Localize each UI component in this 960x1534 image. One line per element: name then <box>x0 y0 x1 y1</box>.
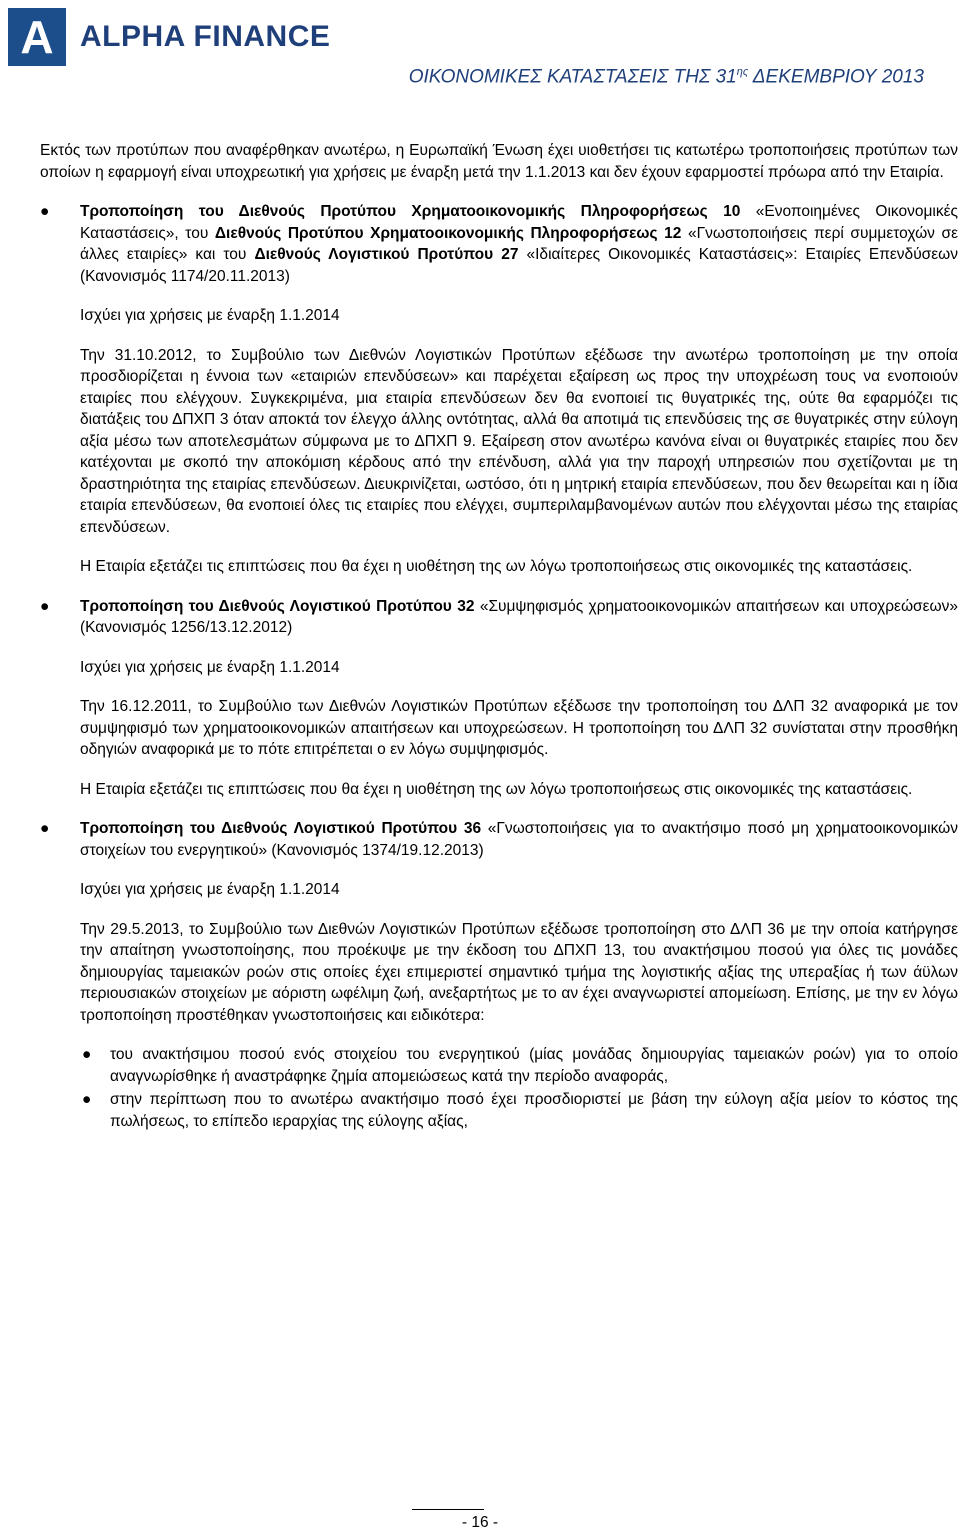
heading-text: «Γνωστοποιήσεις περί συμμετοχών σε άλλες εταιρίες» και του <box>80 224 958 263</box>
company-logo <box>8 8 330 66</box>
header-title-suffix: ΔΕΚΕΜΒΡΙΟΥ 2013 <box>748 66 924 88</box>
heading-text: «Γνωστοποιήσεις για το ανακτήσιμο ποσό μη χρηματοοικονομικών στοιχείων του ενεργητικού» (Κανονισμός 1374/19.12.2013) <box>80 820 958 859</box>
section-impact: Η Εταιρία εξετάζει τις επιπτώσεις που θα έχει η υιοθέτηση της ων λόγω τροποποιήσεως στις οικονομικές της καταστάσεις. <box>80 558 913 575</box>
section-ias32 <box>40 596 958 801</box>
header-title-prefix: ΟΙΚΟΝΟΜΙΚΕΣ ΚΑΤΑΣΤΑΣΕΙΣ ΤΗΣ 31 <box>408 66 737 88</box>
bullet-icon: ● <box>40 597 50 615</box>
section-body: Την 31.10.2012, το Συμβούλιο των Διεθνών Λογιστικών Προτύπων εξέδωσε την ανωτέρω τροποποίηση με την οποία προσδιορίζεται η έννοια των «εταιριών επενδύσεων» και παρέχεται εξαίρεση ως προς την υποχρέωση τους να ενοποιούν εταιρίες που ελέγχουν. Συγκεκριμένα, μια εταιρία επενδύσεων δεν θα ενοποιεί τις θυγατρικές της, ούτε θα εφαρμόζει τις διατάξεις του ΔΠΧΠ 3 όταν αποκτά τον έλεγχο άλλης οντότητας, αλλά θα αποτιμά τις επενδύσεις της σε θυγατρικές στην εύλογη αξία μέσω των αποτελεσμάτων σύμφωνα με το ΔΠΧΠ 9. Εξαίρεση στον ανωτέρω κανόνα είναι οι θυγατρικές εταιρίες που δεν κατέχονται με σκοπό την αποκόμιση κέρδους από την επένδυση, αλλά για την παροχή υπηρεσιών που σχετίζονται με τη δραστηριότητα της εταιρίας επενδύσεων. Διευκρινίζεται, ωστόσο, ότι η μητρική εταιρία επενδύσεων, που δεν θεωρείται και η ίδια εταιρία επενδύσεων, θα ενοποιεί όλες τις εταιρίες που ελέγχει, συμπεριλαμβανομένων αυτών που ελέγχονται μέσω της εταιρίας επενδύσεων. <box>80 346 958 536</box>
section-ifrs10 <box>40 201 958 578</box>
disclosure-list <box>40 1044 958 1132</box>
document-body <box>40 140 958 1134</box>
effective-date: Ισχύει για χρήσεις με έναρξη 1.1.2014 <box>80 658 340 676</box>
bullet-icon: ● <box>82 1046 92 1063</box>
heading-bold: Διεθνούς Λογιστικού Προτύπου 27 <box>254 246 519 263</box>
heading-bold: Τροποποίηση του Διεθνούς Προτύπου Χρηματοοικονομικής Πληροφορήσεως 10 <box>80 203 741 220</box>
heading-bold: Διεθνούς Προτύπου Χρηματοοικονομικής Πληροφορήσεως 12 <box>214 224 682 242</box>
section-impact: Η Εταιρία εξετάζει τις επιπτώσεις που θα έχει η υιοθέτηση της ων λόγω τροποποιήσεως στις οικονομικές της καταστάσεις. <box>80 780 913 798</box>
heading-text: «Ενοποιημένες Οικονομικές Καταστάσεις», του <box>80 203 958 242</box>
page-header-title <box>409 66 924 88</box>
section-heading <box>80 818 958 861</box>
bullet-icon: ● <box>82 1091 92 1108</box>
section-heading <box>80 596 958 639</box>
effective-date: Ισχύει για χρήσεις με έναρξη 1.1.2014 <box>80 307 340 324</box>
list-item-text: στην περίπτωση που το ανωτέρω ανακτήσιμο ποσό έχει προσδιοριστεί με βάση την εύλογη αξία μείον το κόστος της πωλήσεως, το επίπεδο ιεραρχίας της εύλογης αξίας, <box>110 1091 958 1130</box>
heading-text: «Συμψηφισμός χρηματοοικονομικών απαιτήσεων και υποχρεώσεων» (Κανονισμός 1256/13.12.2012) <box>80 597 958 636</box>
logo-text: ALPHA FINANCE <box>80 20 331 53</box>
section-body: Την 16.12.2011, το Συμβούλιο των Διεθνών Λογιστικών Προτύπων εξέδωσε την τροποποίηση του ΔΛΠ 32 αναφορικά με τον συμψηφισμό των χρηματοοικονομικών απαιτήσεων και υποχρεώσεων. Η τροποποίηση του ΔΛΠ 32 συνίσταται στην προσθήκη οδηγιών αναφορικά με το πότε επιτρέπεται ο εν λόγω συμψηφισμός. <box>80 698 958 758</box>
section-ias36 <box>40 818 958 1026</box>
header-title-sup: ης <box>736 66 749 78</box>
heading-bold: Τροποποίηση του Διεθνούς Λογιστικού Προτύπου 32 <box>80 597 475 615</box>
effective-date: Ισχύει για χρήσεις με έναρξη 1.1.2014 <box>80 881 340 898</box>
section-heading <box>80 201 958 287</box>
section-body: Την 29.5.2013, το Συμβούλιο των Διεθνών Λογιστικών Προτύπων εξέδωσε τροποποίηση στο ΔΛΠ 36 με την οποία κατήργησε την απαίτηση γνωστοποίησης, που προέκυψε με την έκδοση του ΔΠΧΠ 13, του ανακτήσιμου ποσού για όλες τις μονάδες δημιουργίας ταμειακών ροών στις οποίες έχει επιμεριστεί σημαντικό τμήμα της λογιστικής αξίας της υπεραξίας ή των άϋλων περιουσιακών στοιχείων με αόριστη ωφέλιμη ζωή, ανεξαρτήτως με το αν έχει αναγνωριστεί απομείωση. Επίσης, με την εν λόγω τροποποίηση προστέθηκαν γνωστοποιήσεις και ειδικότερα: <box>80 920 958 1024</box>
heading-text: «Ιδιαίτερες Οικονομικές Καταστάσεις»: Εταιρίες Επενδύσεων (Κανονισμός 1174/20.11.2013) <box>80 246 958 285</box>
footer-divider <box>412 1509 484 1510</box>
list-item <box>82 1089 958 1132</box>
bullet-icon: ● <box>40 820 50 837</box>
bullet-icon: ● <box>40 203 50 220</box>
alpha-logo-icon: Α <box>8 8 66 66</box>
list-item-text: του ανακτήσιμου ποσού ενός στοιχείου του ενεργητικού (μίας μονάδας δημιουργίας ταμειακών ροών) για το οποίο αναγνωρίσθηκε ή αναστράφηκε ζημία απομειώσεως κατά την περίοδο αναφοράς, <box>110 1046 958 1085</box>
heading-bold: Τροποποίηση του Διεθνούς Λογιστικού Προτύπου 36 <box>80 820 482 837</box>
intro-paragraph: Εκτός των προτύπων που αναφέρθηκαν ανωτέρω, η Ευρωπαϊκή Ένωση έχει υιοθετήσει τις κατωτέρω τροποποιήσεις προτύπων των οποίων η εφαρμογή είναι υποχρεωτική για χρήσεις με έναρξη μετά την 1.1.2013 και δεν έχουν εφαρμοστεί πρόωρα από την Εταιρία. <box>40 142 958 181</box>
page-number: - 16 - <box>461 1514 499 1531</box>
list-item <box>82 1044 958 1087</box>
